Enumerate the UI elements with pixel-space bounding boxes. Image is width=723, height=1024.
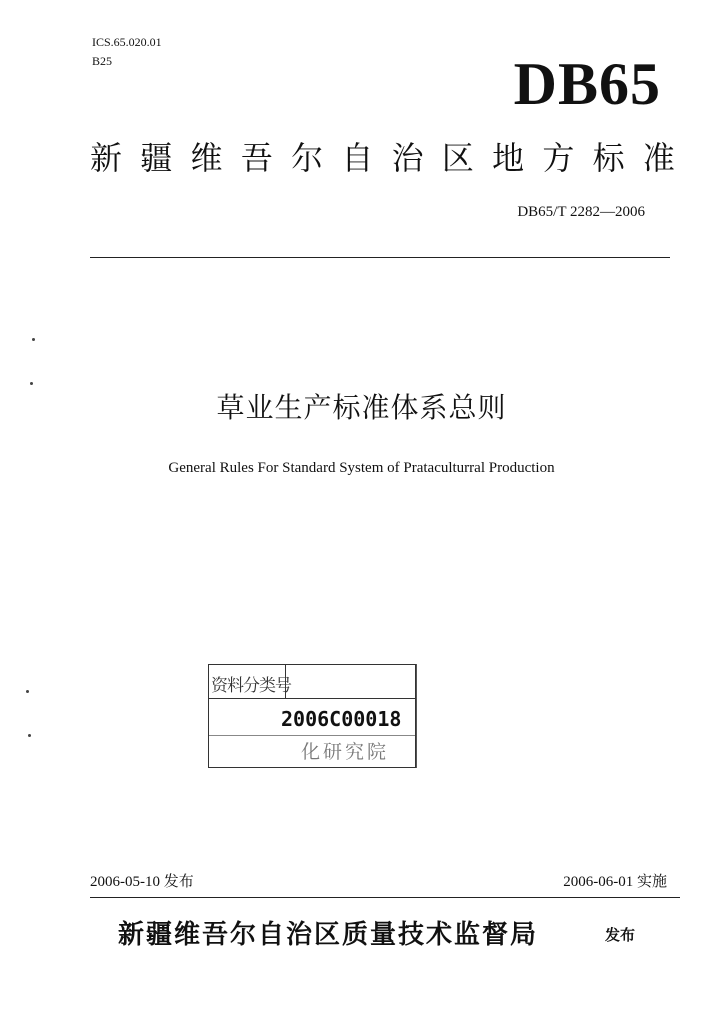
scan-speck (26, 690, 29, 693)
org-char: 尔 (291, 139, 324, 177)
org-char: 区 (441, 139, 474, 177)
english-title: General Rules For Standard System of Prataculturral Production (168, 460, 555, 476)
org-char: 维 (190, 139, 223, 177)
issue-date: 2006-05-10 发布 (90, 874, 194, 890)
stamp-institute: 化研究院 (301, 741, 390, 763)
footer-divider (90, 897, 680, 898)
stamp-edge-line (416, 664, 417, 768)
archive-stamp (208, 664, 416, 768)
scan-speck (30, 382, 33, 385)
org-char: 治 (391, 139, 424, 177)
scan-speck (28, 734, 31, 737)
org-char: 标 (592, 139, 625, 177)
scan-speck (32, 338, 35, 341)
standard-number: DB65/T 2282—2006 (517, 204, 645, 220)
org-char: 方 (542, 139, 575, 177)
org-char: 准 (642, 139, 675, 177)
publish-label: 发布 (605, 926, 636, 944)
stamp-divider (209, 735, 415, 736)
implementation-date: 2006-06-01 实施 (563, 874, 667, 890)
issuing-bureau: 新疆维吾尔自治区质量技术监督局 (118, 920, 539, 950)
org-char: 自 (341, 139, 374, 177)
ics-code: ICS.65.020.01 (92, 35, 162, 49)
classification-code: B25 (92, 54, 113, 68)
chinese-title: 草业生产标准体系总则 (216, 391, 507, 424)
org-char: 吾 (240, 139, 273, 177)
stamp-divider (209, 698, 415, 699)
header-divider (90, 257, 670, 258)
org-char: 地 (492, 139, 525, 177)
org-char: 疆 (140, 139, 173, 177)
org-char: 新 (90, 139, 123, 177)
organization-title (90, 138, 675, 178)
standard-code-logo: DB65 (513, 51, 661, 117)
stamp-code: 2006C00018 (281, 707, 402, 731)
stamp-label: 资料分类号 (211, 676, 291, 696)
